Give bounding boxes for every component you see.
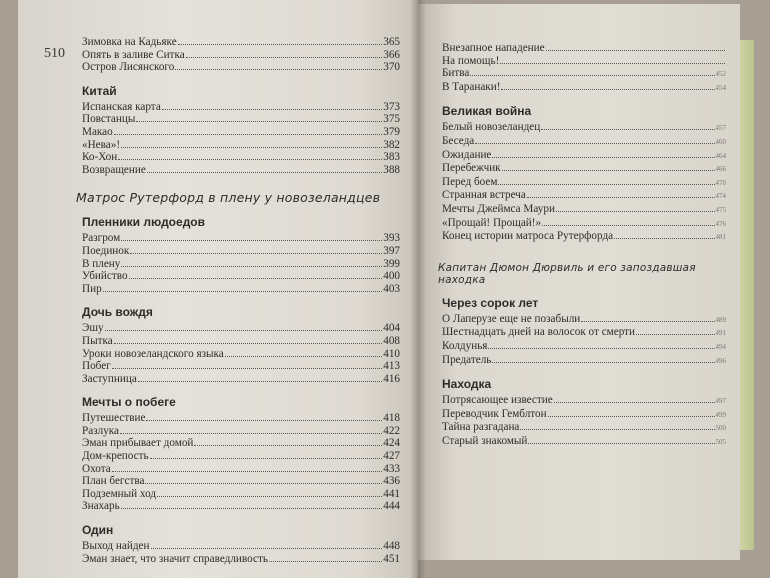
toc-entry (442, 217, 726, 231)
entry-title: Мечты Джеймса Маури (442, 202, 555, 215)
dot-leader (498, 184, 714, 185)
entry-title: Эман прибывает домой (82, 437, 194, 450)
entry-title: Выход найден (82, 540, 150, 553)
entry-page-number: 370 (383, 61, 400, 74)
entry-page-number: 466 (715, 165, 726, 174)
entry-title: Подземный ход (82, 487, 157, 500)
dot-leader (112, 471, 383, 472)
toc-entry (442, 176, 726, 190)
dot-leader (151, 548, 383, 549)
entry-page-number: 366 (383, 48, 400, 61)
entry-title: Пытка (82, 334, 113, 347)
toc-entry (442, 162, 726, 176)
toc-entry (82, 151, 400, 164)
dot-leader (225, 356, 382, 357)
left-page (18, 0, 418, 578)
toc-entry (82, 101, 400, 114)
toc-entry (82, 373, 400, 386)
entry-title: Повстанцы (82, 113, 136, 126)
entry-title: Эшу (82, 322, 104, 335)
dot-leader (118, 159, 382, 160)
toc-entry (82, 488, 400, 501)
entry-page-number: 454 (715, 83, 726, 92)
toc-entry (82, 49, 400, 62)
dot-leader (614, 238, 714, 239)
entry-page-number: 436 (383, 475, 400, 488)
toc-entry (82, 500, 400, 513)
toc-entry (82, 412, 400, 425)
entry-title: Поединок (82, 244, 130, 257)
dot-leader (492, 362, 714, 363)
entry-title: Испанская карта (82, 100, 161, 113)
entry-title: Белый новозеландец (442, 121, 541, 134)
entry-title: Убийство (82, 270, 128, 283)
dot-leader (554, 402, 715, 403)
toc-entry (82, 258, 400, 271)
toc-entry (442, 67, 726, 81)
dot-leader (470, 75, 714, 76)
dot-leader (541, 129, 714, 130)
dot-leader (145, 483, 382, 484)
entry-page-number: 403 (383, 282, 400, 295)
entry-title: Дом-крепость (82, 450, 149, 463)
entry-page-number: 393 (383, 232, 400, 245)
book-gutter (410, 0, 426, 578)
entry-title: Эман знает, что значит справедливость (82, 552, 268, 565)
entry-title: Пир (82, 282, 102, 295)
toc-entry (82, 360, 400, 373)
entry-title: Возвращение (82, 163, 146, 176)
section-heading: Один (82, 523, 114, 538)
entry-page-number: 457 (715, 124, 726, 133)
section-heading: Великая война (442, 104, 532, 119)
right-page (418, 4, 740, 560)
entry-page-number: 410 (383, 347, 400, 360)
toc-entry (82, 425, 400, 438)
entry-title: Охота (82, 462, 111, 475)
toc-block (82, 215, 400, 295)
entry-title: Перебежчик (442, 162, 501, 175)
entry-page-number: 399 (383, 257, 400, 270)
dot-leader (636, 334, 714, 335)
dot-leader (492, 157, 714, 158)
entry-page-number: 494 (715, 342, 726, 351)
entry-title: Внезапное нападение (442, 42, 545, 54)
dot-leader (114, 134, 382, 135)
dot-leader (121, 240, 382, 241)
section-heading: Находка (442, 377, 492, 392)
entry-title: «Нева»! (82, 138, 121, 151)
entry-page-number: 397 (383, 244, 400, 257)
toc-entry (82, 232, 400, 245)
toc-block (82, 395, 400, 513)
entry-title: Битва (442, 67, 470, 80)
toc-entry (82, 475, 400, 488)
entry-title: Старый знакомый (442, 434, 528, 447)
dot-leader (175, 69, 382, 70)
toc-entry (82, 245, 400, 258)
entry-page-number: 496 (715, 356, 726, 365)
entry-page-number: 379 (383, 125, 400, 138)
entry-title: Ко-Хон (82, 151, 118, 164)
entry-page-number: 418 (383, 412, 400, 425)
toc-entry (442, 313, 726, 327)
entry-page-number: 497 (715, 397, 726, 406)
dot-leader (157, 496, 382, 497)
dot-leader (121, 266, 382, 267)
dot-leader (129, 278, 383, 279)
toc-entry (442, 326, 726, 340)
entry-page-number: 505 (715, 437, 726, 446)
page-number: 510 (44, 46, 65, 61)
entry-page-number: 408 (383, 334, 400, 347)
entry-page-number: 382 (383, 138, 400, 151)
section-heading: Пленники людоедов (82, 215, 206, 230)
entry-title: Знахарь (82, 500, 120, 513)
toc-entry (82, 322, 400, 335)
entry-page-number: 474 (715, 192, 726, 201)
entry-title: «Прощай! Прощай!» (442, 216, 542, 229)
toc-entry (82, 61, 400, 74)
entry-title: Заступница (82, 372, 137, 385)
toc-block (442, 104, 726, 243)
dot-leader (546, 50, 725, 51)
entry-page-number: 470 (715, 178, 726, 187)
entry-page-number: 433 (383, 462, 400, 475)
entry-page-number: 383 (383, 151, 400, 164)
entry-title: Разгром (82, 232, 121, 245)
dot-leader (103, 291, 383, 292)
dot-leader (528, 443, 714, 444)
left-part-blocks (82, 215, 400, 565)
toc-entry (82, 139, 400, 152)
toc-entry (82, 348, 400, 361)
entry-title: План бегства (82, 475, 145, 488)
entry-page-number: 422 (383, 424, 400, 437)
dot-leader (120, 433, 382, 434)
toc-block (82, 305, 400, 385)
dot-leader (136, 121, 382, 122)
entry-title: Макао (82, 125, 113, 138)
dot-leader (150, 458, 383, 459)
entry-title: Перед боем (442, 175, 498, 188)
toc-entry (82, 437, 400, 450)
toc-entry (442, 203, 726, 217)
toc-entry (82, 270, 400, 283)
toc-entry (82, 113, 400, 126)
entry-page-number: 404 (383, 322, 400, 335)
entry-title: Шестнадцать дней на волосок от смерти (442, 326, 636, 339)
entry-page-number: 476 (715, 219, 726, 228)
toc-entry (442, 421, 726, 435)
dot-leader (147, 172, 382, 173)
toc-entry (442, 135, 726, 149)
entry-page-number: 388 (383, 163, 400, 176)
toc-entry (82, 335, 400, 348)
toc-block (442, 296, 726, 367)
part-title-durville: Капитан Дюмон Дюрвиль и его запоздавшая находка (438, 261, 696, 286)
entry-page-number: 460 (715, 137, 726, 146)
toc-entry (82, 540, 400, 553)
entry-page-number: 464 (715, 151, 726, 160)
section-heading: Мечты о побеге (82, 395, 176, 410)
toc-entry (82, 463, 400, 476)
dot-leader (186, 57, 383, 58)
toc-entry (82, 164, 400, 177)
entry-page-number: 448 (383, 540, 400, 553)
dot-leader (556, 211, 715, 212)
dot-leader (105, 330, 383, 331)
entry-page-number: 400 (383, 270, 400, 283)
entry-page-number: 416 (383, 372, 400, 385)
toc-block (82, 36, 400, 74)
dot-leader (146, 420, 382, 421)
dot-leader (548, 416, 715, 417)
toc-entry (442, 435, 726, 449)
entry-title: Тайна разгадана (442, 421, 520, 434)
entry-title: Конец истории матроса Рутерфорда (442, 230, 614, 243)
dot-leader (194, 445, 382, 446)
book-cover-edge (740, 40, 754, 550)
entry-page-number: 489 (715, 315, 726, 324)
entry-title: На помощь! (442, 54, 500, 67)
entry-title: Потрясающее известие (442, 394, 553, 407)
toc-block (442, 42, 726, 94)
dot-leader (475, 143, 714, 144)
toc-entry (442, 42, 726, 55)
entry-title: Переводчик Гемблтон (442, 407, 547, 420)
toc-entry (442, 408, 726, 422)
toc-entry (82, 553, 400, 566)
dot-leader (527, 197, 715, 198)
entry-page-number: 427 (383, 450, 400, 463)
entry-title: В Таранаки! (442, 80, 501, 93)
right-pre-blocks (442, 42, 726, 244)
entry-title: О Лаперузе еще не позабыли (442, 312, 581, 325)
dot-leader (269, 561, 382, 562)
dot-leader (488, 348, 714, 349)
toc-entry (442, 354, 726, 368)
toc-entry (442, 149, 726, 163)
dot-leader (121, 147, 382, 148)
toc-entry (442, 55, 726, 68)
toc-entry (442, 340, 726, 354)
toc-entry (442, 394, 726, 408)
dot-leader (502, 170, 715, 171)
dot-leader (500, 63, 725, 64)
entry-title: Колдунья (442, 339, 488, 352)
entry-title: Странная встреча (442, 189, 526, 202)
dot-leader (112, 368, 382, 369)
entry-page-number: 499 (715, 410, 726, 419)
entry-title: Беседа (442, 134, 475, 147)
entry-title: Уроки новозеландского языка (82, 347, 224, 360)
entry-title: Предатель (442, 353, 492, 366)
section-heading: Китай (82, 83, 117, 98)
dot-leader (121, 508, 383, 509)
entry-page-number: 491 (715, 329, 726, 338)
entry-page-number: 365 (383, 36, 400, 48)
dot-leader (138, 381, 382, 382)
dot-leader (501, 89, 714, 90)
dot-leader (130, 253, 382, 254)
entry-page-number: 500 (715, 424, 726, 433)
entry-title: Разлука (82, 424, 120, 437)
left-pre-blocks (82, 36, 400, 176)
dot-leader (542, 225, 714, 226)
toc-entry (442, 189, 726, 203)
entry-page-number: 481 (715, 233, 726, 242)
toc-block (82, 523, 400, 565)
toc-entry (82, 126, 400, 139)
entry-title: Опять в заливе Ситка (82, 48, 185, 61)
entry-title: Побег (82, 360, 111, 373)
entry-page-number: 444 (383, 500, 400, 513)
entry-page-number: 424 (383, 437, 400, 450)
section-heading: Через сорок лет (442, 295, 539, 310)
entry-page-number: 375 (383, 113, 400, 126)
entry-title: Зимовка на Кадьяке (82, 36, 177, 48)
toc-entry (442, 81, 726, 95)
entry-title: Остров Лисянского (82, 61, 175, 74)
toc-block (442, 377, 726, 448)
toc-entry (82, 450, 400, 463)
toc-entry (82, 36, 400, 49)
section-heading: Дочь вождя (82, 305, 153, 320)
toc-entry (442, 121, 726, 135)
entry-page-number: 441 (383, 487, 400, 500)
dot-leader (520, 429, 714, 430)
dot-leader (162, 109, 382, 110)
toc-entry (442, 230, 726, 244)
toc-entry (82, 283, 400, 296)
part-title-rutherford: Матрос Рутерфорд в плену у новозеландцев (76, 190, 381, 206)
entry-page-number: 452 (715, 70, 726, 79)
dot-leader (581, 321, 714, 322)
entry-title: Ожидание (442, 148, 492, 161)
toc-block (82, 84, 400, 177)
entry-page-number: 475 (715, 205, 726, 214)
entry-page-number: 413 (383, 360, 400, 373)
dot-leader (114, 343, 383, 344)
dot-leader (178, 44, 383, 45)
right-part-blocks (442, 296, 726, 449)
entry-title: В плену (82, 257, 121, 270)
entry-title: Путешествие (82, 412, 146, 425)
entry-page-number: 451 (383, 552, 400, 565)
entry-page-number: 373 (383, 100, 400, 113)
